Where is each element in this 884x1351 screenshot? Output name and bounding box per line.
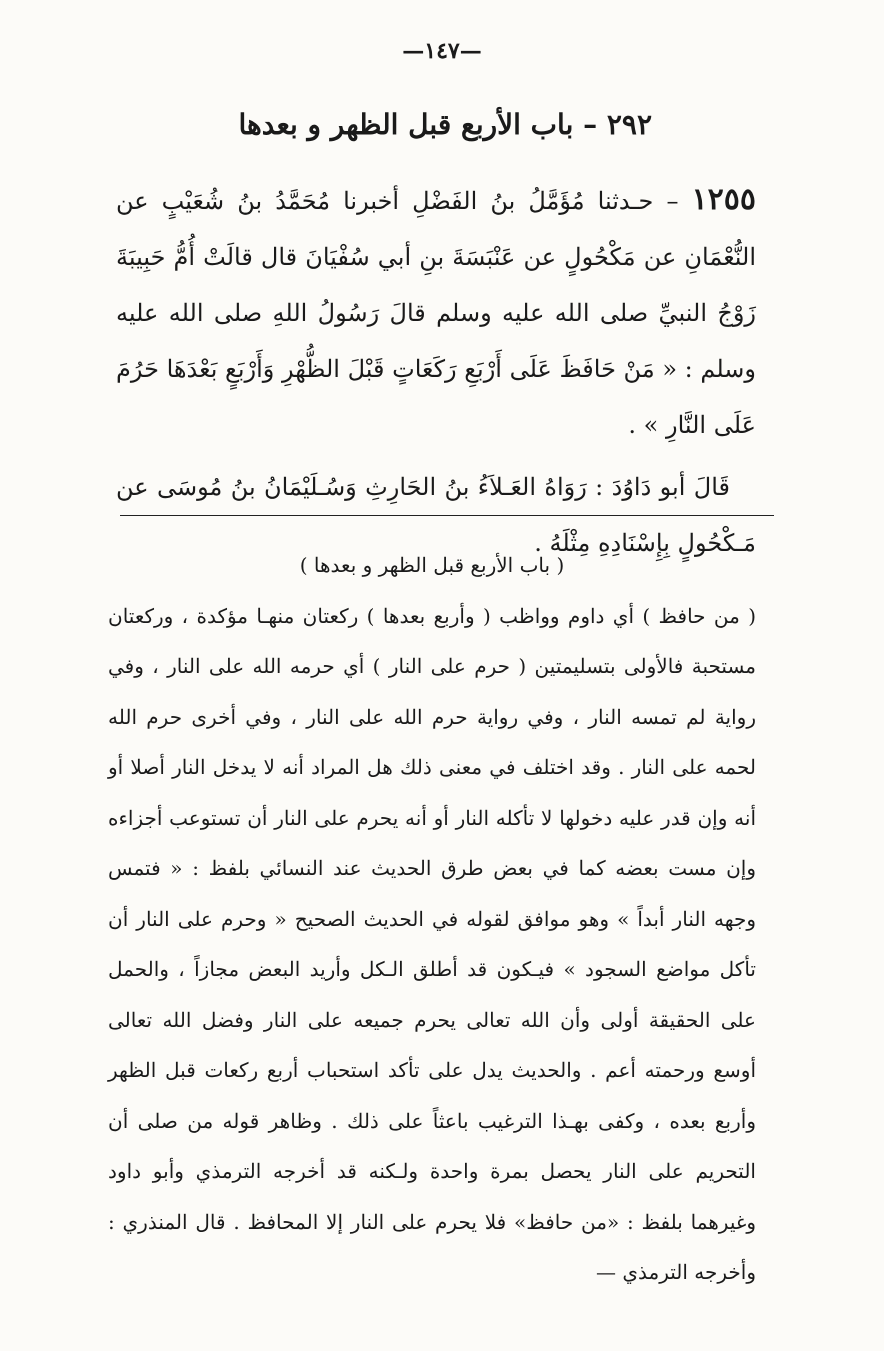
chapter-title: باب الأربع قبل الظهر و بعدها xyxy=(238,108,574,141)
commentary-block xyxy=(108,540,756,1298)
commentary-title: ( باب الأربع قبل الظهر و بعدها ) xyxy=(299,553,565,577)
hadith-dash: – xyxy=(666,187,679,215)
chapter-dash: – xyxy=(583,108,598,141)
divider-line xyxy=(120,515,774,516)
page-number: —١٤٧— xyxy=(402,38,482,64)
abu-dawud-note: قَالَ أبو دَاوُدَ : رَوَاهُ العَـلاَءُ بنُ الحَارِثِ وَسُـلَيْمَانُ بنُ مُوسَى عن مَـكْحُولٍ بِإِسْنَادِهِ مِثْلَهُ . xyxy=(116,473,756,557)
hadith-paragraph xyxy=(116,172,756,453)
chapter-number: ٢٩٢ xyxy=(606,108,652,141)
commentary-text: ( من حافظ ) أي داوم وواظب ( وأربع بعدها ) ركعتان منهـا مؤكدة ، وركعتان مستحبة فالأولى بتسليمتين ( حرم على النار ) أي حرمه الله على النار ، وفي رواية لم تمسه النار ، وفي رواية حرم الله على النار ، وفي أخرى حرم الله لحمه على النار . وقد اختلف في معنى ذلك هل المراد أنه لا يدخل النار أصلا أو أنه وإن قدر عليه دخولها لا تأكله النار أو أنه يحرم على النار أن تستوعب أجزاءه وإن مست بعضه كما في بعض طرق الحديث عند النسائي بلفظ : « فتمس وجهه النار أبداً » وهو موافق لقوله في الحديث الصحيح « وحرم على النار أن تأكل مواضع السجود » فيـكون قد أطلق الـكل وأريد البعض مجازاً ، والحمل على الحقيقة أولى وأن الله تعالى يحرم جميعه على النار وفضل الله تعالى أوسع ورحمته أعم . والحديث يدل على تأكد استحباب أربع ركعات قبل الظهر وأربع بعده ، وكفى بهـذا الترغيب باعثاً على ذلك . وظاهر قوله من صلى أن التحريم على النار يحصل بمرة واحدة ولـكنه قد أخرجه الترمذي وأبو داود وغيرهما بلفظ : «من حافظ» فلا يحرم على النار إلا المحافظ . قال المنذري : وأخرجه الترمذي — xyxy=(108,603,756,1284)
chapter-heading xyxy=(238,108,652,141)
hadith-number: ١٢٥٥ xyxy=(691,182,756,217)
hadith-text: حـدثنا مُؤَمَّلُ بنُ الفَضْلِ أخبرنا مُحَمَّدُ بنُ شُعَيْبٍ عن النُّعْمَانِ عن مَكْحُولٍ عن عَنْبَسَةَ بنِ أبي سُفْيَانَ قال قالَتْ أُمُّ حَبِيبَةَ زَوْجُ النبيِّ صلى الله عليه وسلم قالَ رَسُولُ اللهِ صلى الله عليه وسلم : « مَنْ حَافَظَ عَلَى أَرْبَعِ رَكَعَاتٍ قَبْلَ الظُّهْرِ وَأَرْبَعٍ بَعْدَهَا حَرُمَ عَلَى النَّارِ » . xyxy=(116,187,757,439)
hadith-block xyxy=(116,172,756,571)
